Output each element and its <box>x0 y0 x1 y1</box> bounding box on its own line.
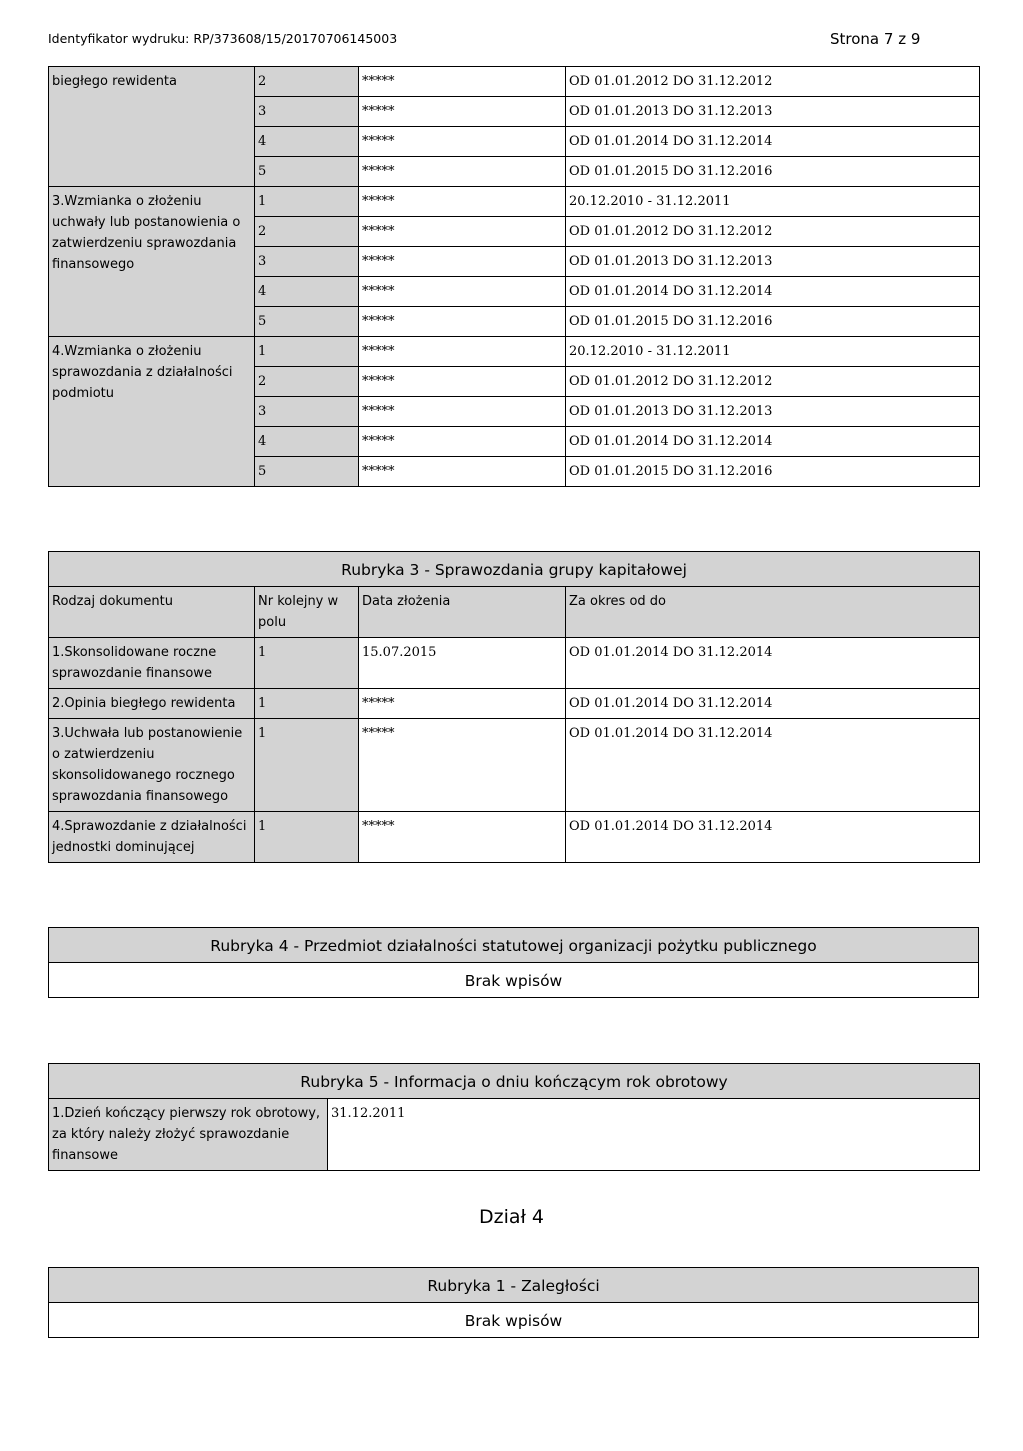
header-document-type: Rodzaj dokumentu <box>49 587 255 638</box>
date-cell: ***** <box>359 277 566 307</box>
nr-cell: 5 <box>255 457 359 487</box>
document-type-cell: 3.Uchwała lub postanowienie o zatwierdzeniu skonsolidowanego rocznego sprawozdania finansowego <box>49 719 255 812</box>
nr-cell: 3 <box>255 97 359 127</box>
date-cell: ***** <box>359 67 566 97</box>
table-row <box>49 638 980 689</box>
nr-cell: 1 <box>255 812 359 863</box>
period-cell: OD 01.01.2013 DO 31.12.2013 <box>566 247 980 277</box>
document-type-cell: 4.Sprawozdanie z działalności jednostki dominującej <box>49 812 255 863</box>
nr-cell: 3 <box>255 397 359 427</box>
rubryka5-title: Rubryka 5 - Informacja o dniu kończącym rok obrotowy <box>49 1064 980 1099</box>
period-cell: 20.12.2010 - 31.12.2011 <box>566 337 980 367</box>
date-cell: ***** <box>359 337 566 367</box>
nr-cell: 2 <box>255 217 359 247</box>
table-row <box>49 67 980 97</box>
page-number: Strona 7 z 9 <box>830 30 921 48</box>
period-cell: OD 01.01.2012 DO 31.12.2012 <box>566 217 980 247</box>
period-cell: OD 01.01.2014 DO 31.12.2014 <box>566 689 980 719</box>
document-type-cell: 1.Skonsolidowane roczne sprawozdanie finansowe <box>49 638 255 689</box>
table-row <box>49 689 980 719</box>
period-cell: OD 01.01.2014 DO 31.12.2014 <box>566 719 980 812</box>
date-cell: 15.07.2015 <box>359 638 566 689</box>
date-cell: ***** <box>359 217 566 247</box>
section-heading-dzial4: Dział 4 <box>478 1206 545 1228</box>
document-type-label: 4.Wzmianka o złożeniu sprawozdania z działalności podmiotu <box>49 337 255 487</box>
date-cell: ***** <box>359 307 566 337</box>
table-row <box>49 337 980 367</box>
header-date: Data złożenia <box>359 587 566 638</box>
nr-cell: 1 <box>255 337 359 367</box>
dzial4-rubryka1-title: Rubryka 1 - Zaległości <box>49 1268 979 1303</box>
dzial4-rubryka1-empty: Brak wpisów <box>49 1303 979 1338</box>
rubryka4-table <box>48 927 979 998</box>
period-cell: OD 01.01.2012 DO 31.12.2012 <box>566 367 980 397</box>
period-cell: OD 01.01.2014 DO 31.12.2014 <box>566 638 980 689</box>
rubryka3-title: Rubryka 3 - Sprawozdania grupy kapitałowej <box>49 552 980 587</box>
period-cell: OD 01.01.2013 DO 31.12.2013 <box>566 397 980 427</box>
date-cell: ***** <box>359 187 566 217</box>
nr-cell: 4 <box>255 277 359 307</box>
nr-cell: 5 <box>255 307 359 337</box>
period-cell: 20.12.2010 - 31.12.2011 <box>566 187 980 217</box>
date-cell: ***** <box>359 97 566 127</box>
header-nr: Nr kolejny w polu <box>255 587 359 638</box>
period-cell: OD 01.01.2014 DO 31.12.2014 <box>566 427 980 457</box>
nr-cell: 4 <box>255 127 359 157</box>
rubryka4-title: Rubryka 4 - Przedmiot działalności statutowej organizacji pożytku publicznego <box>49 928 979 963</box>
period-cell: OD 01.01.2015 DO 31.12.2016 <box>566 157 980 187</box>
nr-cell: 1 <box>255 689 359 719</box>
document-type-label: biegłego rewidenta <box>49 67 255 187</box>
date-cell: ***** <box>359 157 566 187</box>
rubryka5-table <box>48 1063 980 1171</box>
date-cell: ***** <box>359 367 566 397</box>
period-cell: OD 01.01.2013 DO 31.12.2013 <box>566 97 980 127</box>
nr-cell: 3 <box>255 247 359 277</box>
date-cell: ***** <box>359 397 566 427</box>
rubryka3-table <box>48 551 980 863</box>
date-cell: ***** <box>359 812 566 863</box>
date-cell: ***** <box>359 247 566 277</box>
nr-cell: 4 <box>255 427 359 457</box>
header-period: Za okres od do <box>566 587 980 638</box>
nr-cell: 1 <box>255 719 359 812</box>
date-cell: ***** <box>359 457 566 487</box>
nr-cell: 5 <box>255 157 359 187</box>
period-cell: OD 01.01.2014 DO 31.12.2014 <box>566 277 980 307</box>
table-row <box>49 719 980 812</box>
nr-cell: 2 <box>255 67 359 97</box>
nr-cell: 2 <box>255 367 359 397</box>
table-row <box>49 187 980 217</box>
period-cell: OD 01.01.2015 DO 31.12.2016 <box>566 457 980 487</box>
nr-cell: 1 <box>255 187 359 217</box>
period-cell: OD 01.01.2014 DO 31.12.2014 <box>566 812 980 863</box>
nr-cell: 1 <box>255 638 359 689</box>
date-cell: ***** <box>359 719 566 812</box>
table-row <box>49 812 980 863</box>
dzial4-rubryka1-table <box>48 1267 979 1338</box>
period-cell: OD 01.01.2012 DO 31.12.2012 <box>566 67 980 97</box>
continuation-table <box>48 66 980 487</box>
period-cell: OD 01.01.2014 DO 31.12.2014 <box>566 127 980 157</box>
date-cell: ***** <box>359 127 566 157</box>
print-identifier: Identyfikator wydruku: RP/373608/15/20170706145003 <box>48 31 398 46</box>
date-cell: ***** <box>359 689 566 719</box>
rubryka5-label: 1.Dzień kończący pierwszy rok obrotowy, za który należy złożyć sprawozdanie finansowe <box>49 1099 328 1171</box>
rubryka4-empty: Brak wpisów <box>49 963 979 998</box>
document-type-cell: 2.Opinia biegłego rewidenta <box>49 689 255 719</box>
period-cell: OD 01.01.2015 DO 31.12.2016 <box>566 307 980 337</box>
date-cell: ***** <box>359 427 566 457</box>
document-type-label: 3.Wzmianka o złożeniu uchwały lub postanowienia o zatwierdzeniu sprawozdania finansowego <box>49 187 255 337</box>
rubryka5-value: 31.12.2011 <box>328 1099 980 1171</box>
